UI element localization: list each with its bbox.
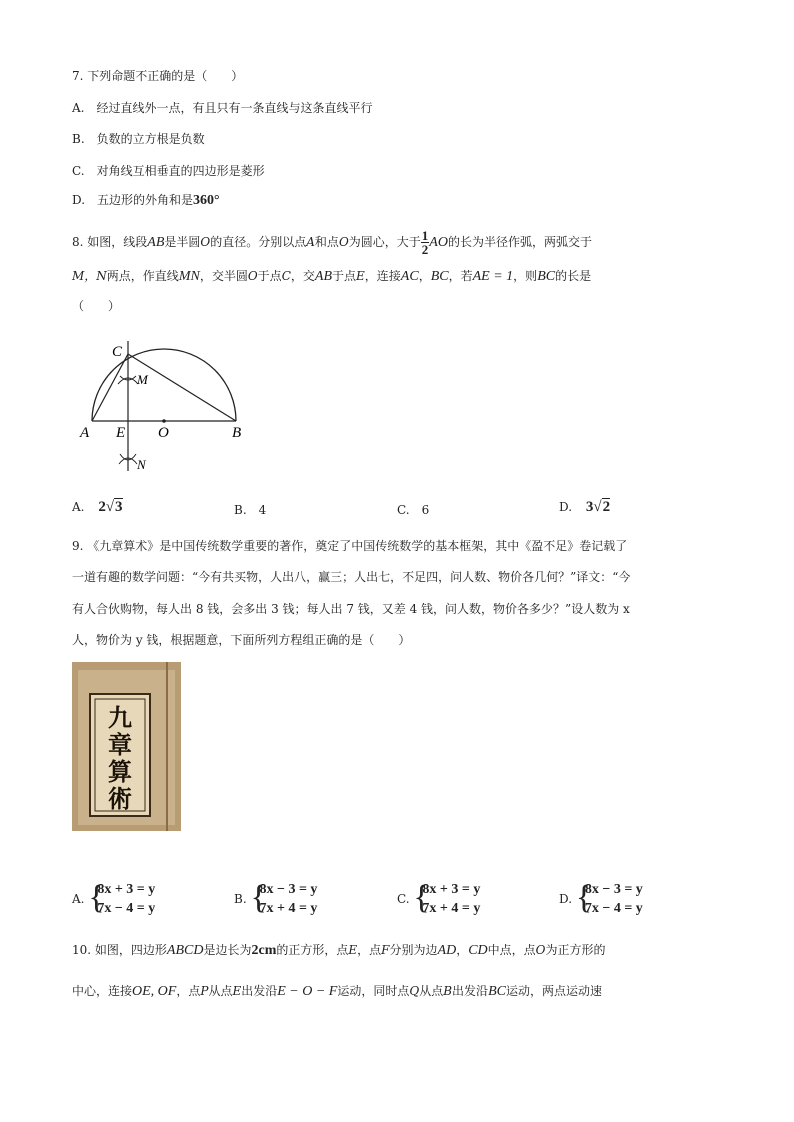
q10-math-e: E <box>348 943 358 957</box>
q8-text: ，连接 <box>364 269 401 283</box>
q9-option-d-eq2: 7x − 4 = y <box>584 901 643 916</box>
q10-text: 的正方形，点 <box>276 943 349 957</box>
q8-option-c: C. 6 <box>397 503 430 517</box>
q10-text: 运动，同时点 <box>337 984 410 998</box>
q8-math-ae-eq: AE = 1 <box>472 269 514 284</box>
q8-math-bc: BC <box>537 269 556 284</box>
q8-option-d-label: D. <box>559 500 573 514</box>
q8-text: 的长是 <box>555 269 592 283</box>
q8-line1 <box>72 229 592 256</box>
chord-bc <box>128 354 236 421</box>
q10-text: 为正方形的 <box>545 943 606 957</box>
q9-line4: 人，物价为 y 钱，根据题意，下面所列方程组正确的是（ ） <box>72 633 411 647</box>
q9-option-a-eq2: 7x − 4 = y <box>97 901 156 916</box>
q10-text: ，点 <box>357 943 382 957</box>
q8-option-a-rad: 3 <box>115 499 123 515</box>
q10-math-length: 2cm <box>251 943 277 958</box>
q8-text: 的直径。分别以点 <box>210 235 307 249</box>
q7-option-b: B. 负数的立方根是负数 <box>72 132 205 146</box>
q8-frac-num: 1 <box>421 228 429 243</box>
q8-option-d-rad: 2 <box>602 499 611 515</box>
book-char-2: 章 <box>108 730 132 759</box>
q10-math-e: E <box>232 984 242 998</box>
chord-ac <box>92 354 128 421</box>
jiuzhang-suanshu-book-image <box>72 662 181 831</box>
q8-math-a: A <box>306 235 315 249</box>
q9-option-a <box>72 880 155 918</box>
q9-option-d-label: D. <box>559 892 573 906</box>
q8-math-ab: AB <box>147 235 165 250</box>
q8-text: 于点 <box>257 269 282 283</box>
book-char-1: 九 <box>108 703 132 732</box>
fig-label-m: M <box>137 372 148 387</box>
q8-math-mn-points: M，N <box>72 269 107 283</box>
q8-math-o: O <box>247 269 258 283</box>
q8-option-a: A. 2√3 <box>72 499 123 515</box>
q7-option-c: C. 对角线互相垂直的四边形是菱形 <box>72 164 265 178</box>
q8-text: ，交半圆 <box>199 269 248 283</box>
q10-math-cd: CD <box>468 943 488 958</box>
q8-option-a-coef: 2 <box>98 499 106 515</box>
q7-option-d <box>72 192 220 209</box>
q8-text: 为圆心，大于 <box>348 235 421 249</box>
q8-text: ，若 <box>448 269 473 283</box>
q8-math-mn: MN <box>178 269 200 284</box>
q8-text: 和点 <box>314 235 339 249</box>
q8-text: ，交 <box>290 269 315 283</box>
q10-math-f: F <box>381 943 390 957</box>
q8-option-d: D. 3√2 <box>559 499 611 515</box>
q10-text: 出发沿 <box>241 984 278 998</box>
book-char-4: 術 <box>108 784 132 813</box>
q10-text: 出发沿 <box>452 984 489 998</box>
q10-text: 运动，两点运动速 <box>505 984 602 998</box>
q10-text: 10. 如图，四边形 <box>72 943 167 957</box>
q9-option-c-label: C. <box>397 892 410 906</box>
q9-option-a-eq1: 8x + 3 = y <box>97 882 156 897</box>
q9-option-b-eq1: 8x − 3 = y <box>259 882 318 897</box>
q9-option-d <box>559 880 643 918</box>
fig-label-o: O <box>158 425 169 441</box>
q10-text: 中点，点 <box>487 943 536 957</box>
q10-math-b: B <box>443 984 453 998</box>
q10-math-path: E − O − F <box>277 984 338 999</box>
q10-math-p: P <box>200 984 209 998</box>
q10-math-o: O <box>535 943 546 957</box>
q8-option-a-label: A. <box>72 500 85 514</box>
q7-option-d-value: 360° <box>193 193 220 208</box>
q10-math-bc: BC <box>488 984 506 999</box>
q9-option-c <box>397 880 480 918</box>
q10-math-q: Q <box>409 984 420 998</box>
q9-line3: 有人合伙购物，每人出 8 钱，会多出 3 钱；每人出 7 钱，又差 4 钱，问人数，物价各多少？”设人数为 x <box>72 602 630 616</box>
q8-option-d-coef: 3 <box>585 499 594 515</box>
q8-text: 是半圆 <box>164 235 201 249</box>
q8-math-e: E <box>356 269 365 283</box>
q10-text: 分别为边 <box>389 943 438 957</box>
q9-option-c-system: { 8x + 3 = y 7x + 4 = y <box>413 879 481 916</box>
q10-math-abcd: ABCD <box>166 943 204 958</box>
fig-label-c: C <box>112 344 123 360</box>
q8-frac-den: 2 <box>421 242 429 257</box>
q10-text: 是边长为 <box>203 943 252 957</box>
q9-option-a-system: { 8x + 3 = y 7x − 4 = y <box>88 879 156 916</box>
q9-option-a-label: A. <box>72 892 85 906</box>
fig-label-n: N <box>137 457 146 472</box>
q8-text: ，则 <box>513 269 538 283</box>
q8-math-bc: BC <box>430 269 449 284</box>
q8-option-b: B. 4 <box>234 503 267 517</box>
q9-option-c-eq2: 7x + 4 = y <box>422 901 481 916</box>
q9-option-b-eq2: 7x + 4 = y <box>259 901 318 916</box>
q8-math-o: O <box>200 235 211 249</box>
fig-label-b: B <box>232 425 242 441</box>
fig-label-e: E <box>116 425 126 441</box>
q9-line1: 9. 《九章算术》是中国传统数学重要的著作，奠定了中国传统数学的基本框架，其中《盈不足》卷记载了 <box>72 539 628 553</box>
q9-option-b <box>234 880 317 918</box>
q10-text: 从点 <box>419 984 444 998</box>
q8-text: 的长为半径作弧，两弧交于 <box>447 235 592 249</box>
q8-math-ab: AB <box>314 269 332 284</box>
q9-option-d-eq1: 8x − 3 = y <box>584 882 643 897</box>
q8-line2: M，N两点，作直线MN，交半圆O于点C，交AB于点E，连接AC，BC，若AE = 1，则BC的长是 <box>72 269 592 284</box>
q10-line1: 10. 如图，四边形ABCD是边长为2cm的正方形，点E，点F分别为边AD，CD中点，点O为正方形的 <box>72 943 606 958</box>
q8-paren: （ ） <box>72 299 121 313</box>
fig-label-a: A <box>80 425 90 441</box>
q9-option-b-system: { 8x − 3 = y 7x + 4 = y <box>250 879 318 916</box>
q8-math-ac: AC <box>400 269 419 284</box>
q10-text: 中心，连接 <box>72 984 133 998</box>
book-cover-drawing <box>72 662 181 831</box>
q9-option-b-label: B. <box>234 892 247 906</box>
q10-text: 从点 <box>208 984 233 998</box>
q8-text: 8. 如图，线段 <box>72 235 148 249</box>
q7-option-a: A. 经过直线外一点，有且只有一条直线与这条直线平行 <box>72 101 373 115</box>
q9-option-d-system: { 8x − 3 = y 7x − 4 = y <box>575 879 643 916</box>
q8-math-ao: AO <box>429 235 448 250</box>
q8-math-o: O <box>338 235 349 249</box>
book-char-3: 算 <box>108 757 132 786</box>
q9-option-c-eq1: 8x + 3 = y <box>422 882 481 897</box>
q7-stem: 7. 下列命题不正确的是（ ） <box>72 69 244 83</box>
q10-line2 <box>72 983 602 1000</box>
q8-figure <box>76 336 266 486</box>
q8-math-c: C <box>281 269 291 283</box>
q7-option-d-text: D. 五边形的外角和是 <box>72 193 194 207</box>
center-dot-o <box>162 419 166 423</box>
q10-math-oe-of: OE, OF <box>132 984 177 999</box>
q10-text: ，点 <box>176 984 201 998</box>
q8-text: 两点，作直线 <box>106 269 179 283</box>
q9-line2: 一道有趣的数学问题：“今有共买物，人出八，赢三；人出七，不足四，问人数、物价各几何？”译文：“今 <box>72 570 631 584</box>
q8-text: 于点 <box>332 269 357 283</box>
q10-math-ad: AD <box>437 943 457 958</box>
